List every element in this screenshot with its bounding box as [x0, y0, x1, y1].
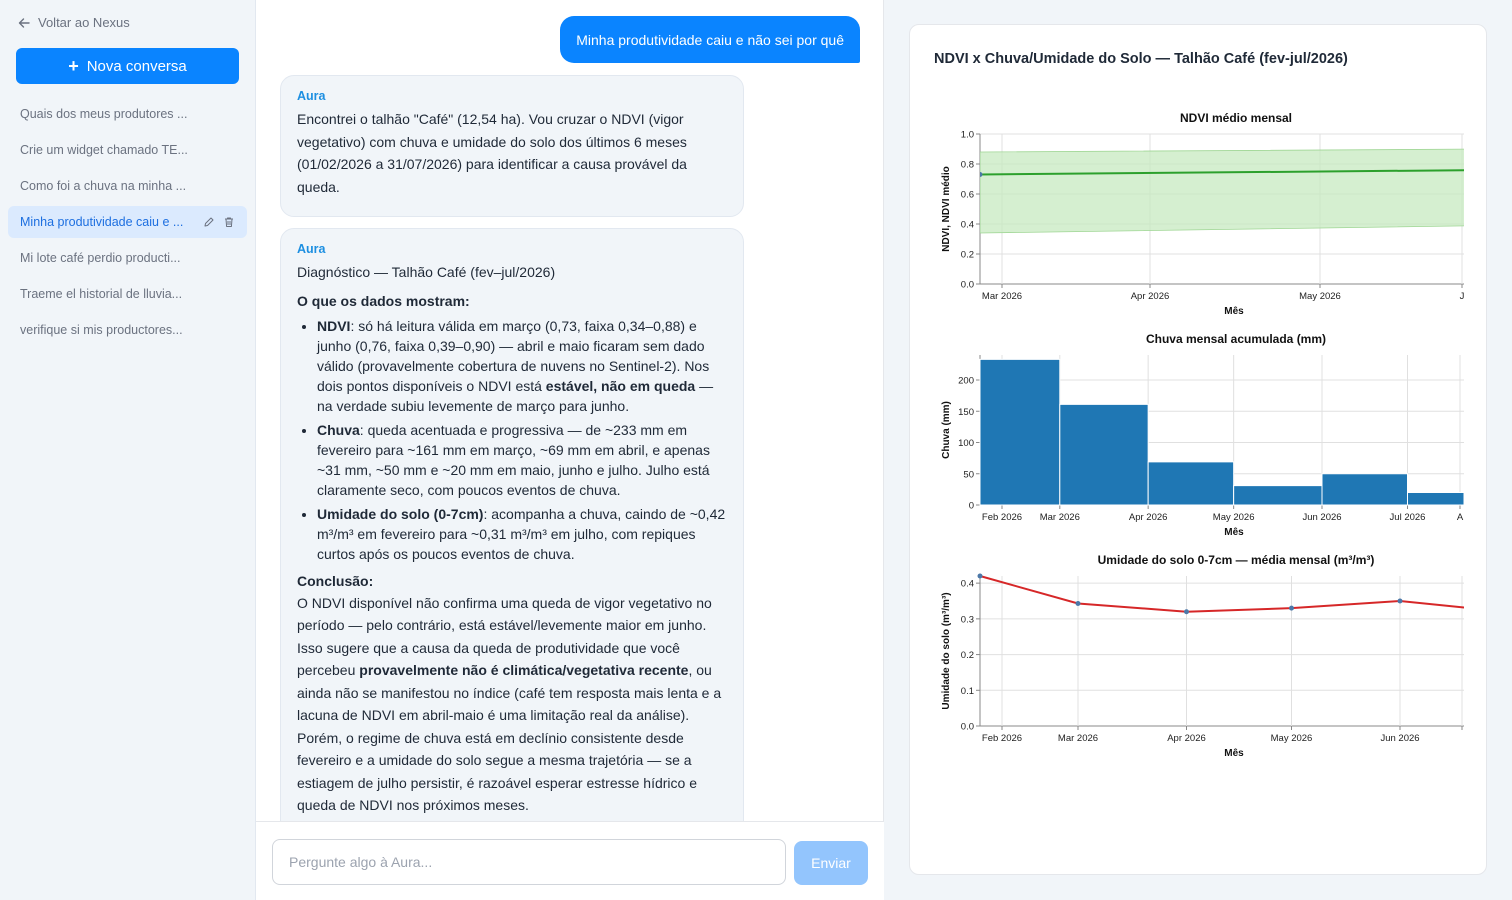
diagnosis-title: Diagnóstico — Talhão Café (fev–jul/2026) [297, 264, 556, 280]
rain-bar [980, 359, 1060, 505]
conclusion-emphasis: provavelmente não é climática/vegetativa recente [359, 662, 689, 678]
conversation-item[interactable] [8, 314, 247, 346]
soil-moisture-point [1184, 609, 1189, 614]
conversation-item[interactable] [8, 170, 247, 202]
soil-moisture-point [1503, 609, 1508, 614]
rain-bar [1234, 486, 1322, 505]
y-tick-label: 200 [958, 375, 974, 387]
chart-title: Chuva mensal acumulada (mm) [1145, 332, 1327, 346]
widget-area [884, 0, 1512, 900]
message-list [256, 0, 884, 821]
rain-bar [1408, 493, 1465, 506]
x-tick-label: A [1456, 512, 1464, 523]
finding-text: : só há leitura válida em março (0,73, faixa 0,34–0,88) e junho (0,76, faixa 0,39–0,90) — abril e maio ficaram sem dado válido (provavelmente cobertura de nuvens no Sentinel-2). Nos dois pontos disponíveis o NDVI está [317, 317, 710, 394]
conclusion-part: O NDVI disponível não confirma uma queda de vigor vegetativo no período — pelo contrário, está estável/levemente maior em junho. Isso sugere que a causa da queda de produtividade que você percebeu [297, 594, 712, 678]
soil-moisture-point [1076, 601, 1081, 606]
y-tick-label: 0.4 [960, 219, 974, 231]
x-tick-label: Apr 2026 [1167, 733, 1206, 744]
x-axis-label: Mês [1224, 527, 1244, 538]
x-tick-label: J [1459, 291, 1465, 302]
y-tick-label: 50 [963, 469, 974, 481]
y-tick-label: 100 [958, 438, 974, 449]
y-tick-label: 0.2 [960, 249, 974, 261]
conversation-item-active[interactable] [8, 206, 247, 238]
x-tick-label: May 2026 [1270, 733, 1313, 744]
ndvi-chart [910, 81, 1488, 317]
soil-moisture-line [980, 576, 1505, 612]
y-tick-label: 0.0 [960, 279, 974, 291]
conversation-item[interactable] [8, 278, 247, 310]
x-tick-label: Jul 2026 [1389, 512, 1426, 523]
ndvi-range-band [980, 149, 1490, 233]
y-axis-label: Chuva (mm) [941, 401, 952, 459]
conversation-label: Quais dos meus produtores ... [20, 107, 188, 121]
x-axis-label: Mês [1224, 748, 1244, 759]
soil-moisture-point [978, 574, 983, 579]
send-button[interactable]: Enviar [794, 841, 868, 885]
finding-text: — na verdade subiu levemente de março para junho. [317, 377, 714, 414]
chart-widget [909, 24, 1487, 875]
plus-icon: + [68, 56, 79, 76]
conversation-label: Traeme el historial de lluvia... [20, 287, 183, 301]
conversation-label: Como foi a chuva na minha ... [20, 179, 187, 193]
soil-moisture-point [1398, 599, 1403, 604]
y-axis-label: NDVI, NDVI médio [941, 166, 952, 252]
x-tick-label: Feb 2026 [981, 733, 1023, 744]
x-tick-label: Feb 2026 [981, 512, 1023, 523]
finding-text: : queda acentuada e progressiva — de ~233 mm em fevereiro para ~161 mm em março, ~69 mm em abril, e apenas ~31 mm, ~50 mm e ~20 mm em maio, junho e julho. Julho está claramente seco, com poucos eventos de chuva. [317, 421, 710, 498]
finding-item [317, 420, 727, 500]
y-tick-label: 1.0 [960, 129, 974, 141]
assistant-message [280, 75, 744, 217]
finding-emphasis: estável, não em queda [545, 377, 696, 394]
arrow-left-icon [18, 17, 30, 29]
x-tick-label: Mar 2026 [1057, 733, 1099, 744]
finding-item [317, 316, 727, 416]
finding-label: NDVI [317, 317, 351, 334]
assistant-name: Aura [297, 89, 326, 103]
findings-list [297, 316, 727, 564]
new-conversation-button[interactable] [16, 48, 239, 84]
y-tick-label: 0.0 [960, 721, 974, 733]
conversation-label: Minha produtividade caiu e ... [20, 215, 184, 229]
x-tick-label: Jun 2026 [1380, 733, 1420, 744]
assistant-message-text: Encontrei o talhão "Café" (12,54 ha). Vou cruzar o NDVI (vigor vegetativo) com chuva e umidade do solo dos últimos 6 meses (01/02/2026 a 31/07/2026) para identificar a causa provável da queda. [297, 111, 687, 195]
x-tick-label: Mar 2026 [1039, 512, 1080, 523]
chart-title: Umidade do solo 0-7cm — média mensal (m³/m³) [1097, 553, 1375, 567]
pencil-icon[interactable] [203, 216, 215, 228]
x-tick-label: Mar 2026 [981, 291, 1023, 302]
ndvi-point [1488, 168, 1493, 173]
new-conversation-label: Nova conversa [86, 57, 187, 75]
conversation-item[interactable] [8, 242, 247, 274]
y-tick-label: 0.2 [960, 650, 974, 662]
finding-item [317, 504, 727, 564]
y-tick-label: 0.4 [960, 578, 974, 590]
conclusion-part: , ou ainda não se manifestou no índice (café tem resposta mais lenta e a lacuna de NDVI em abril-maio é uma limitação real da análise). Porém, o regime de chuva está em declínio consistente desde fevereiro e a umidade do solo segue a mesma trajetória — se a estiagem de julho persistir, é razoável esperar estresse hídrico e queda de NDVI nos próximos meses. [297, 662, 722, 813]
conversation-label: verifique si mis productores... [20, 323, 183, 337]
finding-label: Umidade do solo (0-7cm) [317, 505, 484, 522]
conversation-item[interactable] [8, 98, 247, 130]
soil-plot-area [978, 574, 1508, 615]
rain-chart [910, 307, 1488, 538]
conversation-actions [203, 216, 235, 228]
chart-title: NDVI médio mensal [1179, 111, 1293, 125]
x-tick-label: Apr 2026 [1128, 512, 1168, 523]
assistant-name: Aura [297, 242, 326, 256]
soil-moisture-chart [910, 528, 1488, 759]
conversation-label: Mi lote café perdio producti... [20, 251, 181, 265]
finding-text: : acompanha a chuva, caindo de ~0,42 m³/m³ em fevereiro para ~0,31 m³/m³ em julho, com repiques curtos após os poucos eventos de chuva. [317, 505, 726, 562]
back-to-nexus-link[interactable] [18, 15, 130, 30]
conclusion-text [297, 592, 727, 817]
y-tick-label: 0.6 [960, 189, 974, 201]
finding-label: Chuva [317, 421, 360, 438]
message-input[interactable] [272, 839, 786, 885]
x-tick-label: Apr 2026 [1130, 291, 1170, 302]
conversation-item[interactable] [8, 134, 247, 166]
y-tick-label: 0.8 [960, 159, 974, 171]
rain-bar [1148, 462, 1234, 505]
section-heading: O que os dados mostram: [297, 292, 470, 309]
y-tick-label: 0.3 [960, 614, 974, 626]
rain-bar [1060, 404, 1148, 505]
y-axis-label: Umidade do solo (m³/m³) [941, 592, 952, 710]
ndvi-plot-area [978, 149, 1493, 233]
widget-title: NDVI x Chuva/Umidade do Solo — Talhão Café (fev-jul/2026) [934, 51, 1348, 67]
x-tick-label: May 2026 [1299, 291, 1341, 302]
assistant-message-diagnosis [280, 228, 744, 836]
y-tick-label: 0 [968, 500, 974, 512]
x-tick-label: Jun 2026 [1302, 512, 1342, 523]
y-tick-label: 0.1 [960, 685, 974, 697]
x-axis-label: Mês [1224, 306, 1244, 317]
ndvi-point [978, 172, 983, 177]
back-link-label: Voltar ao Nexus [38, 15, 130, 30]
conversation-list [8, 98, 247, 350]
sidebar [0, 0, 256, 900]
conversation-label: Crie um widget chamado TE... [20, 143, 188, 157]
y-tick-label: 150 [958, 406, 974, 418]
x-tick-label: May 2026 [1212, 512, 1255, 523]
rain-bar [1322, 474, 1408, 505]
composer [256, 821, 884, 900]
user-message: Minha produtividade caiu e não sei por quê [560, 16, 860, 63]
soil-moisture-point [1289, 606, 1294, 611]
trash-icon[interactable] [223, 216, 235, 228]
section-heading: Conclusão: [297, 572, 374, 589]
chat-panel [256, 0, 884, 900]
